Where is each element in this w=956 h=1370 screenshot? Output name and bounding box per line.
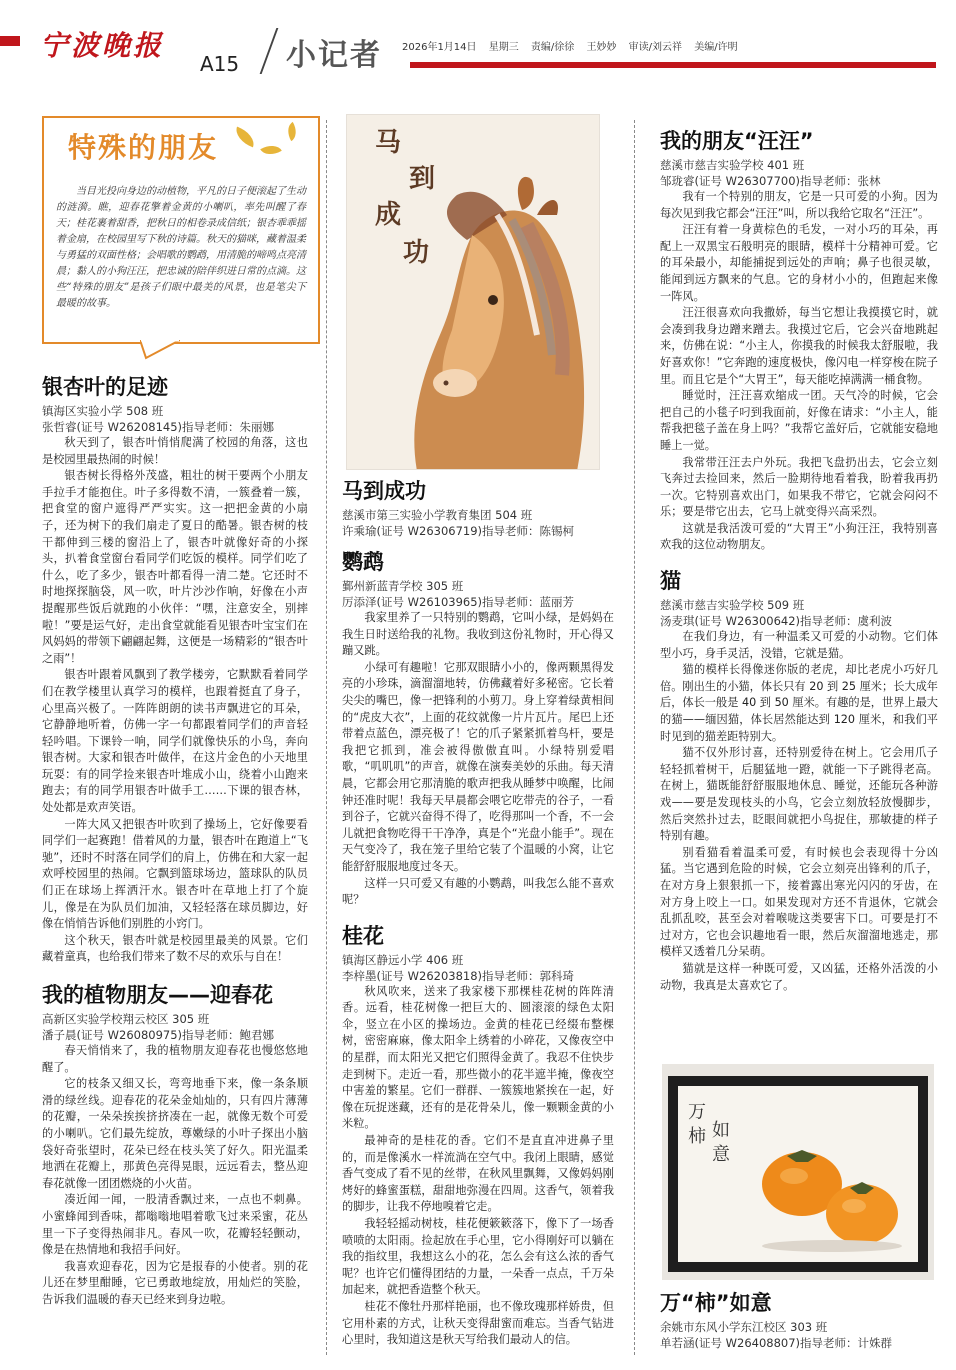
article-paragraph: 汪汪很喜欢向我撒娇，每当它想让我摸摸它时，就会凑到我身边蹭来蹭去。我摸过它后，它会兴奋地跳起来，仿佛在说：“小主人，你摸我的时候我太舒服啦，我好喜欢你！”它奔跑的速度极快，像闪电一样穿梭在院子里。而且它是个“大胃王”，每天能吃掉满满一桶食物。 (660, 306, 938, 386)
svg-text:柿: 柿 (688, 1126, 706, 1147)
article-school: 慈溪市第三实验小学教育集团 504 班 (342, 508, 533, 522)
article-paragraph: 秋风吹来，送来了我家楼下那棵桂花树的阵阵清香。远看，桂花树像一把巨大的、圆滚滚的绿色太阳伞，竖立在小区的操场边。金黄的桂花已经缀布整棵树，密密麻麻，像太阳伞上绣着的小碎花，又像夜空中的星群，而太阳光又把它们照得金黄了。我忍不住快步走到树下。走近一看，那些微小的花半遮半掩，像夜空中害羞的繁星。它们一群群、一簇簇地紧挨在一起，好像在玩捉迷藏，还有的是花骨朵儿，像一颗颗金黄的小米粒。 (342, 984, 614, 1131)
article-paragraph: 我有一个特别的朋友，它是一只可爱的小狗。因为每次见到我它都会“汪汪”叫，所以我给它取名“汪汪”。 (660, 190, 938, 220)
column-right (660, 128, 938, 994)
article-author: 厉添泽(证号 W26103965)指导老师：蓝丽芳 (342, 595, 575, 609)
article-school: 镇海区静远小学 406 班 (342, 952, 464, 967)
article-paragraph: 在我们身边，有一种温柔又可爱的小动物。它们体型小巧，身手灵活，没错，它就是猫。 (660, 630, 938, 660)
article-title: 猫 (660, 569, 681, 594)
article-paragraph: 春天悄悄来了，我的植物朋友迎春花也慢悠悠地醒了。 (42, 1044, 308, 1074)
article-school: 慈溪市慈吉实验学校 401 班 (660, 158, 805, 172)
persimmon-painting (662, 1064, 934, 1280)
callout-pointer-icon (140, 340, 180, 360)
proofreader: 王妙妙 (586, 42, 617, 53)
column-divider (326, 120, 327, 1355)
article-author: 许乘瑜(证号 W26306719)指导老师：陈锡柯 (342, 524, 575, 538)
article-paragraph: 它的枝条又细又长，弯弯地垂下来，像一条条顺滑的绿丝线。迎春花的花朵金灿灿的，只有四片薄薄的花瓣，一朵朵挨挨挤挤凑在一起，就像无数个可爱的小喇叭。它们最先绽放，尊嫩绿的小叶子探出小脑袋好奇张望时，花朵已经在枝头笑了好久。阳光温柔地洒在花瓣上，那黄色亮得晃眼，远远看去，整丛迎春花就像一团团燃烧的小火苗。 (42, 1077, 308, 1190)
svg-text:马: 马 (375, 128, 402, 158)
svg-text:功: 功 (403, 238, 430, 268)
article-title: 银杏叶的足迹 (42, 375, 168, 399)
header-meta (402, 38, 747, 53)
article-ginkgo (42, 374, 308, 966)
header-divider (260, 28, 279, 74)
article-school: 余姚市东风小学东江校区 303 班 (660, 1320, 828, 1334)
intro-title: 特殊的朋友 (68, 131, 219, 164)
article-persimmon (660, 1290, 938, 1351)
article-title: 我的植物朋友——迎春花 (42, 983, 273, 1007)
article-author: 汤麦琪(证号 W26300642)指导老师：虞利波 (660, 614, 893, 629)
editor: 责编/徐徐 (530, 42, 575, 53)
article-paragraph: 小绿可有趣啦！它那双眼睛小小的，像两颗黑得发亮的小珍珠，滴溜溜地转，仿佛藏着好多秘密。它长着尖尖的嘴巴，像一把锋利的小剪刀。身上穿着绿黄相间的“虎皮大衣”，上面的花纹就像一片片瓦片。尾巴上还带着点蓝色，漂亮极了！它的爪子紧紧抓着鸟杆，要是我把它抓到，准会被得傲傲直叫。小绿特别爱唱歌，“叽叽叽”的声音，就像在演奏美妙的乐曲。每天清晨，它都会用它那清脆的歌声把我从睡梦中唤醒，比闹钟还准时呢！我每天早晨都会喂它吃带壳的谷子，一看到谷子，它就兴奋得不得了，吃得那叫一个香，不一会儿就把食物吃得干干净净，真是个“光盘小能手”。现在天气变冷了，我在笼子里给它装了个温暖的小窝，让它能舒舒服服地度过冬天。 (342, 660, 614, 873)
article-paragraph: 凑近闻一闻，一股清香飘过来，一点也不刺鼻。小蜜蜂闻到香味，都嗡嗡地唱着歌飞过来采蜜，花丛里一下子变得热闹非凡。春风一吹，花瓣轻轻颤动，像是在热情地和我招手问好。 (42, 1193, 308, 1257)
article-paragraph: 猫就是这样一种既可爱，又凶猛，还格外活泼的小动物，我真是太喜欢它了。 (660, 961, 938, 992)
header-red-bar-right (410, 62, 936, 68)
header-red-bar-left (0, 36, 20, 46)
article-paragraph: 我轻轻摇动树枝，桂花便簌簌落下，像下了一场香喷喷的太阳雨。捡起放在手心里，它小得刚好可以躺在我的指纹里，我想这么小的花，怎么会有这么浓的香气呢？也许它们懂得团结的力量，一朵香一点点，千万朵加起来，就把香造整个秋天。 (342, 1217, 614, 1297)
article-paragraph: 这个秋天，银杏叶就是校园里最美的风景。它们藏着童真，也给我们带来了数不尽的欢乐与自在！ (42, 933, 308, 964)
designer: 美编/许明 (694, 42, 738, 53)
svg-text:万: 万 (688, 1102, 706, 1123)
article-paragraph: 这样一只可爱又有趣的小鹦鹉，叫我怎么能不喜欢呢？ (342, 876, 614, 907)
page-header (0, 0, 956, 76)
intro-box (42, 116, 320, 344)
article-parrot (342, 549, 614, 909)
article-paragraph: 秋天到了，银杏叶悄悄爬满了校园的角落，这也是校园里最热闹的时候！ (42, 436, 308, 466)
article-author: 李梓墨(证号 W26203818)指导老师：郭科琦 (342, 968, 575, 983)
article-school: 慈溪市慈吉实验学校 509 班 (660, 598, 805, 613)
article-title: 鹦鹉 (342, 550, 384, 574)
horse-painting (346, 114, 600, 470)
article-paragraph: 一阵大风又把银杏叶吹到了操场上，它好像要看同学们一起赛跑！借着风的力量，银杏叶在跑道上“飞驰”，还时不时落在同学们的肩上，仿佛在和大家一起欢呼校园里的热闹。它飘到篮球场边，篮球队的队员们正在球场上挥洒汗水。银杏叶在草地上打了个旋儿，像是在为队员们加油，又轻轻落在球员脚边，好像在悄悄告诉他们别胜的小窍门。 (42, 817, 308, 931)
article-paragraph: 我喜欢迎春花，因为它是报春的小使者。别的花儿还在梦里酣睡，它已勇敢地绽放，用灿烂的笑脸，告诉我们温暖的春天已经来到身边啦。 (42, 1259, 308, 1306)
article-paragraph: 桂花不像牡丹那样艳丽，也不像玫瑰那样娇贵，但它用朴素的方式，让秋天变得甜蜜而难忘。当香气钻进心里时，我知道这是秋天写给我们最动人的信。 (342, 1299, 614, 1347)
article-author: 潘子晨(证号 W26080975)指导老师：鲍君娜 (42, 1028, 275, 1042)
svg-text:成: 成 (375, 200, 402, 230)
column-name: 小记者 (286, 38, 382, 73)
article-title: 马到成功 (342, 479, 426, 503)
article-paragraph: 我家里养了一只特别的鹦鹉，它叫小绿，是妈妈在我生日时送给我的礼物。我收到这份礼物时，开心得又蹦又跳。 (342, 611, 614, 658)
article-author: 邹珑睿(证号 W26307700)指导老师：张林 (660, 174, 881, 188)
newspaper-logo: 宁波晚报 (40, 29, 165, 62)
article-title: 桂花 (342, 923, 384, 948)
article-paragraph: 银杏叶跟着风飘到了教学楼旁，它默默看着同学们在教学楼里认真学习的模样，也跟着挺直了身子，心里高兴极了。一阵阵朗朗的读书声飘进它的耳朵，它静静地听着，仿佛一字一句都跟着同学们的声音轻轻吟唱。下课铃一响，同学们就像快乐的小鸟，奔向银杏树。大家和银杏叶做伴，在这片金色的小天地里玩耍：有的同学捡来银杏叶堆成小山，绕着小山跑来跑去；有的同学用银杏叶做手工……下课的银杏林，处处都是欢声笑语。 (42, 668, 308, 815)
article-paragraph: 汪汪有着一身黄棕色的毛发，一对小巧的耳朵，再配上一双黑宝石般明亮的眼睛，模样十分精神可爱。它的耳朵最小，却能捕捉到远处的声响；鼻子也很灵敏，能闻到远方飘来的气息。它的身材小小的，但跑起来像一阵风。 (660, 223, 938, 303)
svg-text:意: 意 (712, 1144, 730, 1165)
intro-text: 当目光投向身边的动植物，平凡的日子便滚起了生动的涟漪。瞧，迎春花擎着金黄的小喇叭，率先叫醒了春天；桂花裹着甜香，把秋日的相卷录成信纸；银杏乖乖摇着金扇，在校园里写下秋的诗篇。秋天的猫咪，藏着温柔与勇猛的双面性格；会唱歌的鹦鹉，用清脆的啼鸣点亮清晨；黏人的小狗汪汪，把忠诚的陪伴织进日常的点滴。这些“特殊的朋友”是孩子们眼中最美的风景，也是笔尖下最暖的故事。 (56, 186, 306, 309)
article-paragraph: 别看猫看着温柔可爱，有时候也会表现得十分凶猛。当它遇到危险的时候，它会立刻亮出锋利的爪子，在对方身上狠狠抓一下，接着露出寒光闪闪的牙齿，在对方身上咬上一口。如果发现对方还不肯退休，它就会乱抓乱咬，甚至会对着喉咙这类要害下口。可要是打不过对方，它也会识趣地看一眼，然后灰溜溜地逃走，那模样又透着几分呆萌。 (660, 845, 938, 959)
article-paragraph: 猫不仅外形讨喜，还特别爱待在树上。它会用爪子轻轻抓着树干，后腿猛地一蹬，就能一下子跳得老高。在树上，猫既能舒舒服服地休息、睡觉，还能玩各种游戏——要是发现枝头的小鸟，它会立刻放轻放慢脚步，然后突然扑过去，眨眼间就把小鸟捉住，那敏捷的样子特别有趣。 (660, 746, 938, 843)
article-school: 鄞州新蓝青学校 305 班 (342, 579, 464, 593)
article-dog (660, 128, 938, 554)
column-middle (342, 478, 614, 1349)
svg-text:如: 如 (712, 1120, 730, 1141)
article-paragraph: 我常带汪汪去户外玩。我把飞盘扔出去，它会立刻飞奔过去捡回来，然后一脸期待地看着我，盼着我再扔一次。它特别喜欢出门，如果我不带它，它就会闷闷不乐；要是带它出去，它马上就变得兴高采烈。 (660, 455, 938, 519)
article-cat (660, 568, 938, 994)
article-jasmine (42, 982, 308, 1309)
article-paragraph: 猫的模样长得像迷你版的老虎，却比老虎小巧好几倍。刚出生的小猫，体长只有 20 到 25 厘米；长大成年后，体长一般是 40 到 50 厘米。有趣的是，世界上最大的猫——缅因猫，体长居然能达到 120 厘米，和我们平时见到的猫差距特别大。 (660, 663, 938, 743)
article-author: 单若涵(证号 W26408807)指导老师：计姝群 (660, 1336, 893, 1350)
reviewer: 审读/刘云祥 (628, 42, 683, 53)
svg-text:到: 到 (409, 164, 436, 194)
article-title: 我的朋友“汪汪” (660, 129, 814, 153)
page-number: A15 (200, 52, 240, 76)
article-paragraph: 这就是我活泼可爱的“大胃王”小狗汪汪，我特别喜欢我的这位动物朋友。 (660, 521, 938, 552)
issue-weekday: 星期三 (488, 42, 519, 53)
article-school: 镇海区实验小学 508 班 (42, 404, 164, 418)
article-school: 高新区实验学校翔云校区 305 班 (42, 1012, 210, 1026)
column-divider (634, 120, 635, 1355)
article-horse (342, 478, 614, 539)
article-author: 张哲睿(证号 W26208145)指导老师：朱丽娜 (42, 420, 275, 434)
article-paragraph: 银杏树长得格外茂盛，粗壮的树干要两个小朋友手拉手才能抱住。叶子多得数不清，一簇叠着一簇，把食堂的窗户遮得严严实实。这一把把金黄的小扇子，还为树下的我们扇走了夏日的酷暑。银杏树的枝干都伸到三楼的窗沿上了，银杏叶就像好奇的小探头，扒着食堂窗台看同学们吃饭的模样。同学们吃了什么，吃了多少，银杏叶都看得一清二楚。它还时不时地探探脑袋，风一吹，叶片沙沙作响，好像在小声提醒那些饭后就跑的小伙伴：“嘿，注意安全，别摔啦！”要是运气好，走出食堂就能看见银杏叶宝宝们在风妈妈的带领下翩翩起舞，这便是一场精彩的“银杏叶之雨”！ (42, 469, 308, 665)
horse-illustration (347, 115, 600, 470)
article-paragraph: 睡觉时，汪汪喜欢缩成一团。天气冷的时候，它会把自己的小毯子叼到我面前，好像在请求：“小主人，能帮我把毯子盖在身上吗？”我帮它盖好后，它就能安稳地睡上一觉。 (660, 389, 938, 452)
column-left (42, 374, 308, 1309)
article-paragraph: 最神奇的是桂花的香。它们不是直直冲进鼻子里的，而是像溪水一样流淌在空气中。我闭上眼睛，感觉香气变成了看不见的丝带，在秋风里飘舞，又像妈妈刚烤好的蜂蜜蛋糕，甜甜地弥漫在四周。这香气，领着我的脚步，让我不停地嗅着它走。 (342, 1134, 614, 1214)
issue-date: 2026年1月14日 (402, 42, 477, 53)
persimmon-illustration (662, 1064, 934, 1280)
article-osmanthus (342, 923, 614, 1349)
article-title: 万“柿”如意 (660, 1291, 772, 1315)
